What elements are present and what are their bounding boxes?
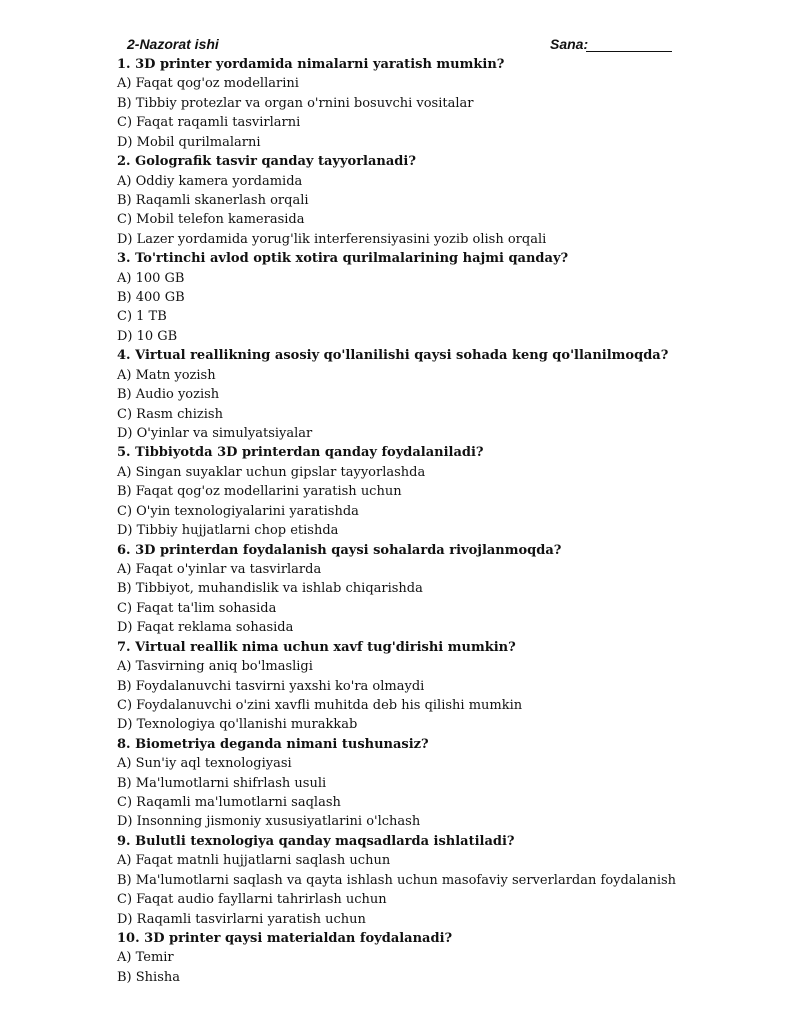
date-label: Sana: <box>550 36 589 52</box>
question-4-option-c: C) Rasm chizish <box>117 406 223 422</box>
question-1: 1. 3D printer yordamida nimalarni yaratish mumkin? <box>117 57 505 72</box>
question-7-option-a: A) Tasvirning aniq bo'lmasligi <box>117 659 313 675</box>
question-6-option-a: A) Faqat o'yinlar va tasvirlarda <box>117 561 322 577</box>
question-8-option-d: D) Insonning jismoniy xususiyatlarini o'lchash <box>117 814 421 830</box>
question-5: 5. Tibbiyotda 3D printerdan qanday foydalaniladi? <box>117 445 484 461</box>
page-title: 2-Nazorat ishi <box>127 36 219 52</box>
question-3-option-d: D) 10 GB <box>117 328 178 344</box>
question-3-option-c: C) 1 TB <box>117 309 167 325</box>
question-2-option-b: B) Raqamli skanerlash orqali <box>117 192 309 208</box>
question-1-option-c: C) Faqat raqamli tasvirlarni <box>117 115 301 131</box>
question-5-option-c: C) O'yin texnologiyalarini yaratishda <box>117 503 359 519</box>
question-6-option-b: B) Tibbiyot, muhandislik va ishlab chiqarishda <box>117 581 423 597</box>
question-2-option-a: A) Oddiy kamera yordamida <box>117 173 303 189</box>
question-3: 3. To'rtinchi avlod optik xotira qurilmalarining hajmi qanday? <box>117 251 569 267</box>
question-6-option-d: D) Faqat reklama sohasida <box>117 620 294 636</box>
question-10-option-b: B) Shisha <box>117 969 180 985</box>
question-7-option-c: C) Foydalanuvchi o'zini xavfli muhitda deb his qilishi mumkin <box>117 697 523 713</box>
question-7-option-d: D) Texnologiya qo'llanishi murakkab <box>117 717 358 733</box>
question-9: 9. Bulutli texnologiya qanday maqsadlarda ishlatiladi? <box>117 833 515 849</box>
question-8-option-c: C) Raqamli ma'lumotlarni saqlash <box>117 795 341 811</box>
question-3-option-a: A) 100 GB <box>117 270 185 286</box>
date-blank-line[interactable] <box>586 51 672 52</box>
question-10: 10. 3D printer qaysi materialdan foydalanadi? <box>117 930 453 946</box>
question-5-option-a: A) Singan suyaklar uchun gipslar tayyorlashda <box>117 464 426 480</box>
question-6-option-c: C) Faqat ta'lim sohasida <box>117 600 277 616</box>
question-2-option-d: D) Lazer yordamida yorug'lik interferensiyasini yozib olish orqali <box>117 231 547 247</box>
question-1-option-d: D) Mobil qurilmalarni <box>117 134 261 150</box>
question-1-option-a: A) Faqat qog'oz modellarini <box>117 76 299 92</box>
question-9-option-a: A) Faqat matnli hujjatlarni saqlash uchun <box>117 853 391 869</box>
question-7-option-b: B) Foydalanuvchi tasvirni yaxshi ko'ra olmaydi <box>117 678 425 694</box>
question-2-option-c: C) Mobil telefon kamerasida <box>117 212 305 228</box>
question-10-option-a: A) Temir <box>117 950 174 966</box>
question-9-option-d: D) Raqamli tasvirlarni yaratish uchun <box>117 911 366 927</box>
question-3-option-b: B) 400 GB <box>117 290 185 306</box>
question-list <box>117 55 717 987</box>
question-5-option-d: D) Tibbiy hujjatlarni chop etishda <box>117 523 339 539</box>
question-2: 2. Golografik tasvir qanday tayyorlanadi? <box>117 154 416 170</box>
question-8-option-b: B) Ma'lumotlarni shifrlash usuli <box>117 775 327 791</box>
question-5-option-b: B) Faqat qog'oz modellarini yaratish uchun <box>117 484 402 500</box>
question-6: 6. 3D printerdan foydalanish qaysi sohalarda rivojlanmoqda? <box>117 542 562 558</box>
question-9-option-c: C) Faqat audio fayllarni tahrirlash uchun <box>117 892 387 908</box>
question-1-option-b: B) Tibbiy protezlar va organ o'rnini bosuvchi vositalar <box>117 95 474 111</box>
question-8: 8. Biometriya deganda nimani tushunasiz? <box>117 736 429 752</box>
question-4-option-d: D) O'yinlar va simulyatsiyalar <box>117 426 313 442</box>
question-7: 7. Virtual reallik nima uchun xavf tug'dirishi mumkin? <box>117 639 516 655</box>
question-8-option-a: A) Sun'iy aql texnologiyasi <box>117 756 292 772</box>
page-header <box>127 36 673 56</box>
question-4: 4. Virtual reallikning asosiy qo'llanilishi qaysi sohada keng qo'llanilmoqda? <box>117 348 669 364</box>
question-9-option-b: B) Ma'lumotlarni saqlash va qayta ishlash uchun masofaviy serverlardan foydalanish <box>117 872 677 888</box>
question-4-option-a: A) Matn yozish <box>117 367 216 383</box>
question-4-option-b: B) Audio yozish <box>117 387 220 403</box>
